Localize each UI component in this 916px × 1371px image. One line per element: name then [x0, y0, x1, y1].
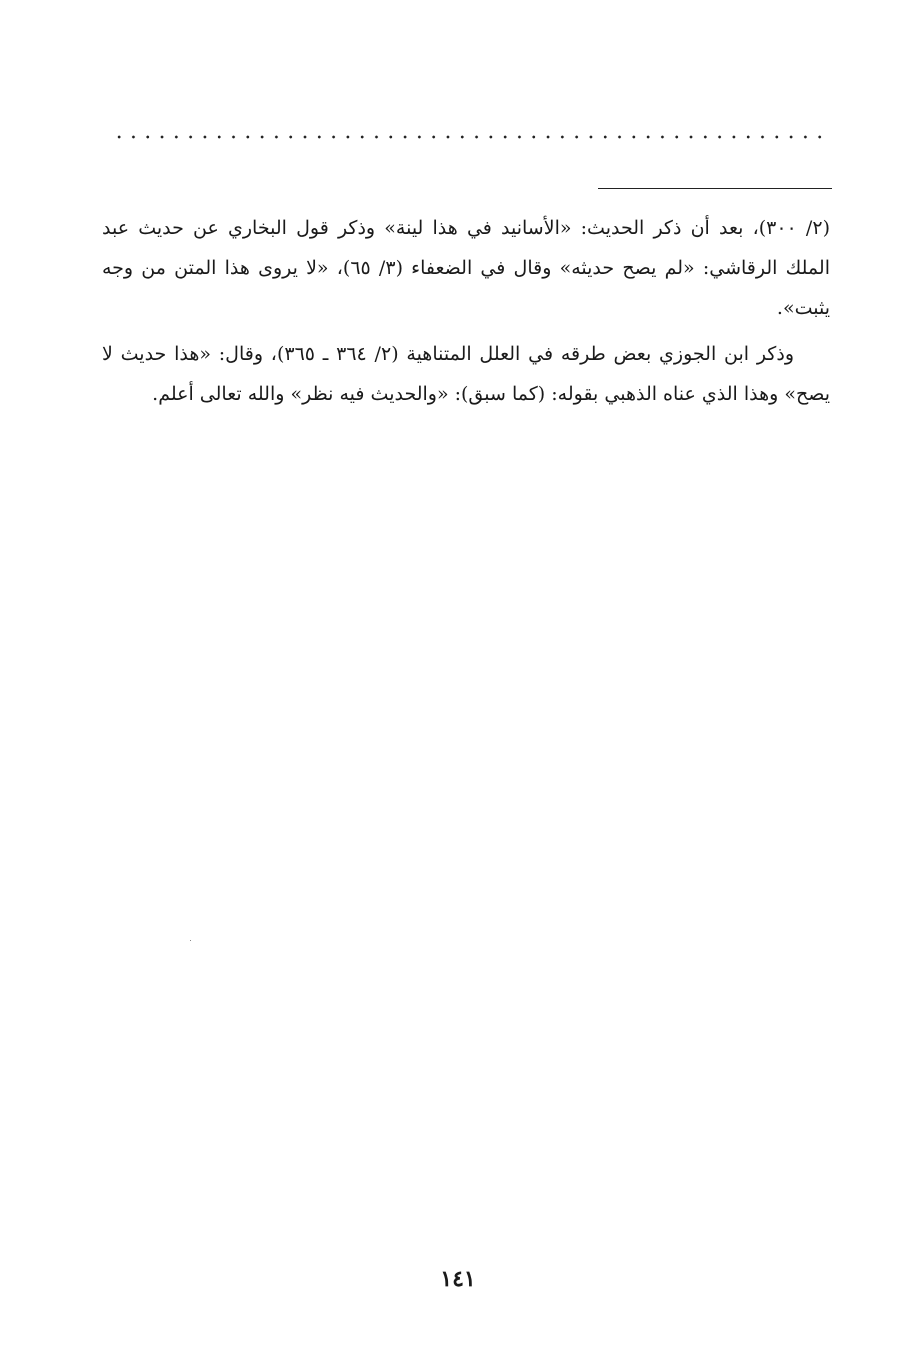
footnote-paragraph-1: (٢/ ٣٠٠)، بعد أن ذكر الحديث: «الأسانيد في هذا لينة» وذكر قول البخاري عن حديث عبد الملك الرقاشي: «لم يصح حديثه» وقال في الضعفاء (٣/ ٦٥)، «لا يروى هذا المتن من وجه يثبت».	[102, 217, 830, 319]
page-number: ١٤١	[440, 1266, 476, 1292]
scan-speck	[190, 940, 191, 941]
footnote-block	[102, 208, 830, 414]
dotted-separator	[112, 134, 828, 140]
footnote-separator-line	[598, 188, 832, 189]
footnote-paragraph-2: وذكر ابن الجوزي بعض طرقه في العلل المتناهية (٢/ ٣٦٤ ـ ٣٦٥)، وقال: «هذا حديث لا يصح» وهذا الذي عناه الذهبي بقوله: (كما سبق): «والحديث فيه نظر» والله تعالى أعلم.	[102, 343, 830, 405]
